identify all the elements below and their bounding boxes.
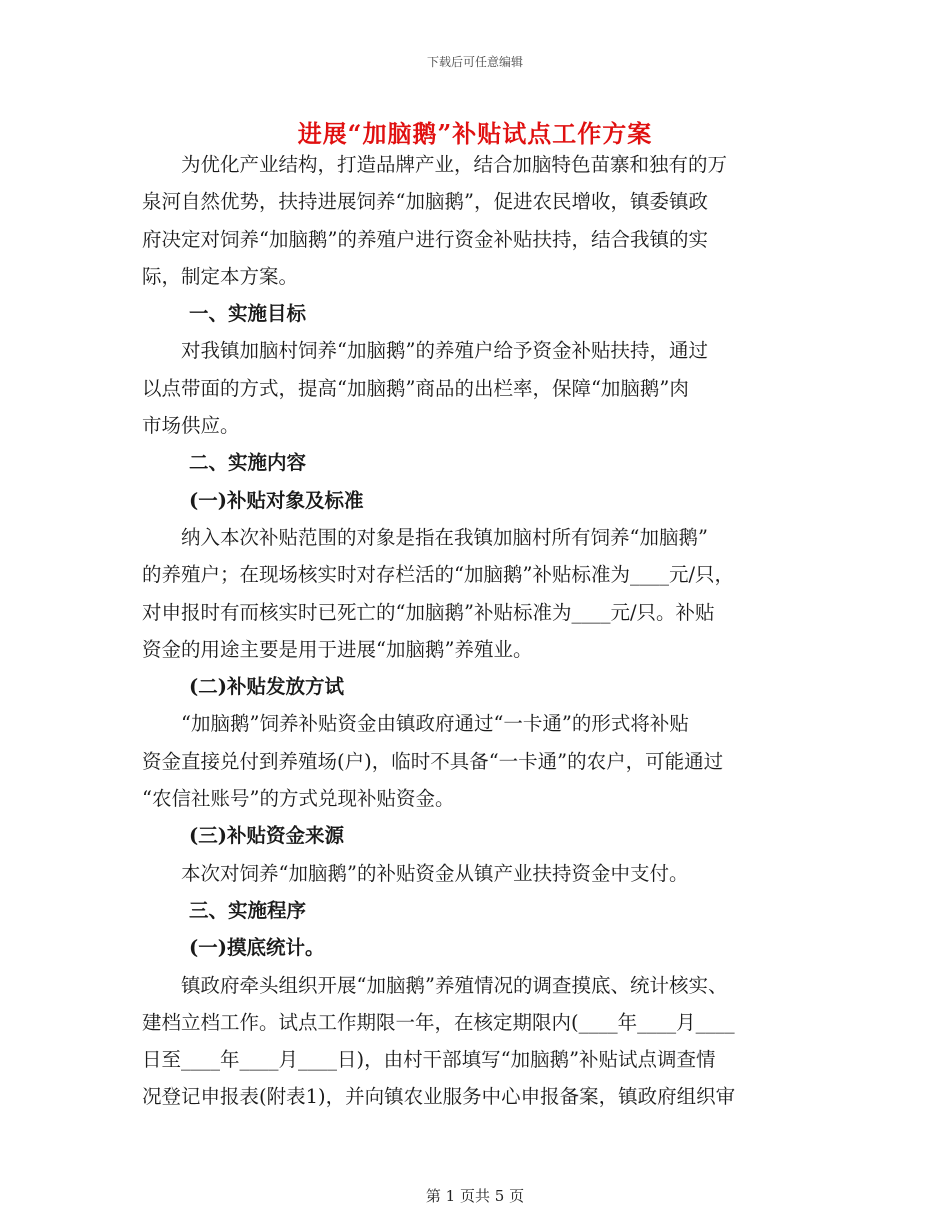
paragraph-line: 建档立档工作。试点工作期限一年，在核定期限内(____年____月____ [142,1010,735,1034]
paragraph-line: “农信社账号”的方式兑现补贴资金。 [142,787,455,811]
paragraph-line: 的养殖户；在现场核实时对存栏活的“加脑鹅”补贴标准为____元/只， [142,563,735,587]
section-heading: (一)摸底统计。 [189,936,325,960]
paragraph-line: 府决定对饲养“加脑鹅”的养殖户进行资金补贴扶持，结合我镇的实 [142,227,708,251]
paragraph-line: 日至____年____月____日)，由村干部填写“加脑鹅”补贴试点调查情 [142,1048,716,1072]
paragraph-line: 纳入本次补贴范围的对象是指在我镇加脑村所有饲养“加脑鹅” [142,525,708,549]
page-footer: 第 1 页共 5 页 [425,1187,525,1205]
paragraph-line: 以点带面的方式，提高“加脑鹅”商品的出栏率，保障“加脑鹅”肉 [142,376,689,400]
document-title: 进展“加脑鹅”补贴试点工作方案 [297,119,653,148]
paragraph-line: 际，制定本方案。 [142,264,299,288]
paragraph-line: 本次对饲养“加脑鹅”的补贴资金从镇产业扶持资金中支付。 [142,861,689,885]
section-heading: (三)补贴资金来源 [189,824,344,848]
paragraph-line: 泉河自然优势，扶持进展饲养“加脑鹅”，促进农民增收，镇委镇政 [142,190,708,214]
paragraph-line: 资金直接兑付到养殖场(户)，临时不具备“一卡通”的农户，可能通过 [142,749,724,773]
paragraph-line: 况登记申报表(附表1)，并向镇农业服务中心申报备案，镇政府组织审 [142,1085,736,1109]
section-heading: 三、实施程序 [189,898,307,922]
document-body [142,146,822,1116]
section-heading: (二)补贴发放方试 [189,675,344,699]
section-heading: 一、实施目标 [189,302,307,326]
section-heading: (一)补贴对象及标准 [189,488,364,512]
paragraph-line: 市场供应。 [142,414,240,438]
paragraph-line: “加脑鹅”饲养补贴资金由镇政府通过“一卡通”的形式将补贴 [142,712,689,736]
section-heading: 二、实施内容 [189,451,307,475]
page-header: 下载后可任意编辑 [426,55,523,69]
paragraph-line: 为优化产业结构，打造品牌产业，结合加脑特色苗寨和独有的万 [142,153,728,176]
paragraph-line: 对我镇加脑村饲养“加脑鹅”的养殖户给予资金补贴扶持，通过 [142,339,708,363]
paragraph-line: 资金的用途主要是用于进展“加脑鹅”养殖业。 [142,637,533,661]
paragraph-line: 对申报时有而核实时已死亡的“加脑鹅”补贴标准为____元/只。补贴 [142,600,715,624]
paragraph-line: 镇政府牵头组织开展“加脑鹅”养殖情况的调查摸底、统计核实、 [142,973,728,997]
